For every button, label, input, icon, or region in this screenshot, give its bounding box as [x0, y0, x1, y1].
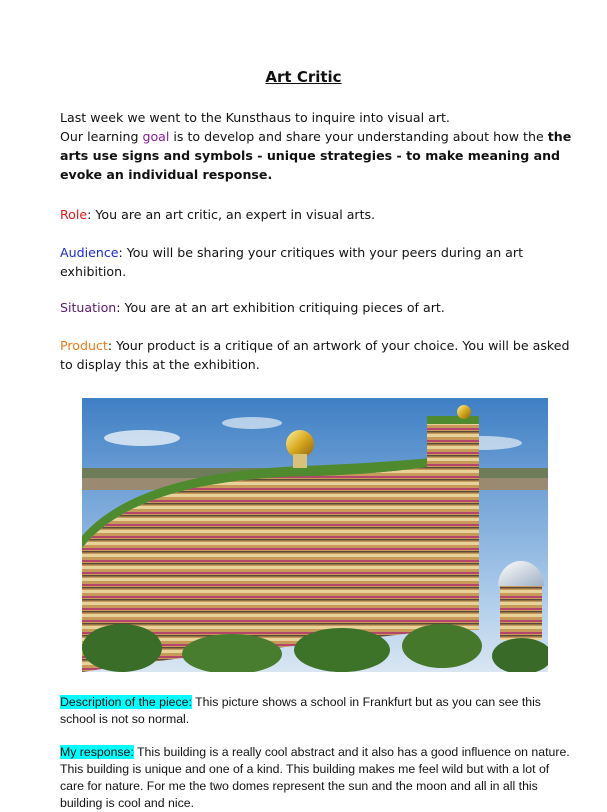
- response-paragraph: [60, 744, 575, 812]
- intro-paragraph: [60, 108, 572, 184]
- role-text: : You are an art critic, an expert in visual arts.: [87, 207, 376, 222]
- description-paragraph: [60, 694, 575, 728]
- response-text: This building is a really cool abstract and it also has a good influence on nature. This building is unique and one of a kind. This building makes me feel wild but with a lot of care for nature. For me the two domes represent the sun and the moon and all in all this building is cool and nice.: [60, 745, 570, 810]
- intro-line2-pre: Our learning: [60, 129, 143, 144]
- role-label: Role: [60, 207, 88, 222]
- product-text: : Your product is a critique of an artwork of your choice. You will be asked to display this at the exhibition.: [60, 338, 570, 372]
- situation-text: : You are at an art exhibition critiquing pieces of art.: [116, 300, 445, 315]
- audience-text: : You will be sharing your critiques with your peers during an art exhibition.: [60, 245, 524, 279]
- goal-word: goal: [142, 129, 170, 144]
- audience-paragraph: [60, 243, 572, 281]
- situation-label: Situation: [60, 300, 117, 315]
- description-label: Description of the piece:: [60, 695, 192, 709]
- situation-paragraph: [60, 298, 572, 317]
- page-title: Art Critic: [265, 68, 342, 86]
- audience-label: Audience: [60, 245, 119, 260]
- intro-line1: Last week we went to the Kunsthaus to inquire into visual art.: [60, 110, 450, 125]
- product-paragraph: [60, 336, 572, 374]
- product-label: Product: [60, 338, 108, 353]
- role-paragraph: [60, 205, 572, 224]
- response-label: My response:: [60, 745, 134, 759]
- description-text: This picture shows a school in Frankfurt but as you can see this school is not so normal.: [60, 695, 541, 726]
- intro-line2-mid: is to develop and share your understanding about how the: [169, 129, 548, 144]
- building-photo: [82, 398, 548, 672]
- intro-bold-statement: the arts use signs and symbols - unique strategies - to make meaning and evoke an individual response.: [60, 129, 572, 182]
